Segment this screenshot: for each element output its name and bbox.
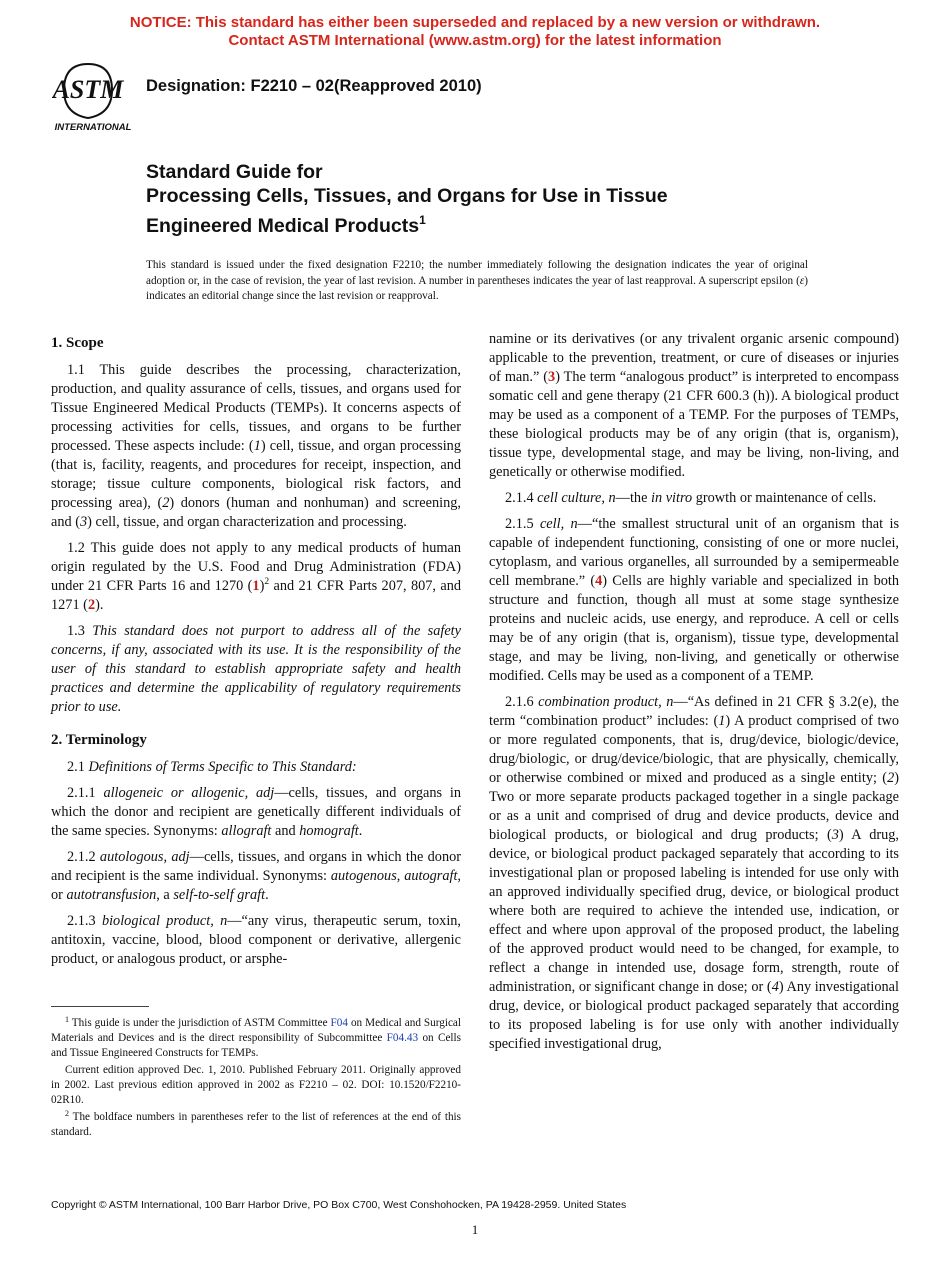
section-2-1-2: 2.1.2 autologous, adj—cells, tissues, and organs in which the donor and recipient is the same individual. Synonyms: autogenous, autograft, or autotransfusion, a self-to-self graft.	[51, 849, 462, 903]
title-line-2: Processing Cells, Tissues, and Organs for Use in Tissue	[146, 185, 668, 207]
title-line-1: Standard Guide for	[146, 161, 323, 183]
notice-line-1: NOTICE: This standard has either been superseded and replaced by a new version or withdrawn.	[129, 14, 821, 31]
astm-logo-mark	[52, 60, 134, 132]
section-1-3: 1.3 This standard does not purport to address all of the safety concerns, if any, associated with its use. It is the responsibility of the user of this standard to establish appropriate safety and health practices and determine the applicability of regulatory requirements prior to use.	[51, 623, 461, 715]
issue-note: This standard is issued under the fixed designation F2210; the number immediately following the designation indicates the year of original adoption or, in the case of revision, the year of last revision. A number in parentheses indicates the year of last reapproval. A superscript epsilon (ε) indicates an editorial change since the last revision or reapproval.	[146, 259, 808, 302]
section-2-1-5: 2.1.5 cell, n—“the smallest structural unit of an organism that is capable of independent functioning, consisting of one or more nuclei, cytoplasm, and various organelles, all surrounded by a semipermeable cell membrane.” (4) Cells are highly variable and specialized in both structure and function, though all must at some stage synthesize proteins and nucleic acids, use energy, and reproduce. A cell or cells may be of any origin (that is, organism), tissue type, developmental stage, and may be living, non-living, and genetically or otherwise modified. Cells may be used as a component of a TEMP.	[489, 516, 900, 684]
edition-note: Current edition approved Dec. 1, 2010. Published February 2011. Originally approved in 2002. Last previous edition approved in 2002 as F2210 – 02. DOI: 10.1520/F2210-02R10.	[51, 1064, 461, 1106]
designation: Designation: F2210 – 02(Reapproved 2010)	[146, 77, 482, 95]
footnotes	[51, 1016, 461, 1142]
terminology-heading: 2. Terminology	[51, 732, 147, 748]
reference-link-2[interactable]: 2	[87, 597, 96, 613]
reference-link-4[interactable]: 4	[595, 573, 603, 589]
right-column	[489, 330, 899, 1061]
footnote-2: $^2$ The boldface numbers in parentheses refer to the list of references at the end of this standard.	[51, 1109, 461, 1138]
title-line-3: Engineered Medical Products$^1$	[146, 213, 426, 237]
copyright-line: Copyright © ASTM International, 100 Barr Harbor Drive, PO Box C700, West Conshohocken, PA 19428-2959. United States	[51, 1199, 627, 1211]
astm-logo	[52, 60, 134, 132]
footnote-mark-2: 2	[264, 577, 270, 587]
section-1-2: 1.2 This guide does not apply to any medical products of human origin regulated by the U.S. Food and Drug Administration (FDA) under 21 CFR Parts 16 and 1270 $(1)^2$ and 21 CFR Parts 207, 807, and 1271 (2).	[51, 540, 461, 613]
footnote-1: $^1$ This guide is under the jurisdiction of ASTM Committee F04 on Medical and Surgical Materials and Devices and is the direct responsibility of Subcommittee F04.43 on Cells and Tissue Engineered Constructs for TEMPs.	[51, 1015, 461, 1059]
section-2-1-4: 2.1.4 cell culture, n—the in vitro growth or maintenance of cells.	[505, 490, 877, 506]
section-2-1-1: 2.1.1 allogeneic or allogenic, adj—cells, tissues, and organs in which the donor and recipient are genetically different individuals of the same species. Synonyms: allograft and homograft.	[51, 785, 461, 839]
document-title	[146, 160, 886, 238]
footnote-divider	[51, 1006, 149, 1007]
logo-text: ASTM	[52, 75, 124, 104]
notice-line-2: Contact ASTM International (www.astm.org) for the latest information	[228, 32, 722, 49]
withdrawal-notice	[0, 14, 950, 50]
logo-subtext: INTERNATIONAL	[54, 122, 132, 132]
reference-link-3[interactable]: 3	[548, 369, 556, 385]
section-2-1: 2.1 Definitions of Terms Specific to This Standard:	[67, 759, 357, 775]
scope-heading: 1. Scope	[51, 335, 104, 351]
left-column	[51, 330, 461, 976]
section-2-1-3-continued: namine or its derivatives (or any trivalent organic arsenic compound) applicable to the prevention, treatment, or cure of diseases or injuries of man.” (3) The term “analogous product” is interpreted to encompass somatic cell and gene therapy (21 CFR 600.3 (h)). A biological product may be used as a component of a TEMP. For the purposes of TEMPs, these biological products may be of any origin (that is, organism), tissue type, developmental stage, and may be living, non-living, and genetically or otherwise modified.	[489, 331, 900, 480]
section-1-1: 1.1 This guide describes the processing, characterization, production, and quality assurance of cells, tissues, and organs used for Tissue Engineered Medical Products (TEMPs). It concerns aspects of processing activities for cells, tissues, and organs to be further processed. These aspects include: (1) cell, tissue, and organ processing (that is, facility, reagents, and procedures for receipt, inspection, and storage; tissue culture components, biological risk factors, and processing area), (2) donors (human and nonhuman) and screening, and (3) cell, tissue, and organ characterization and processing.	[51, 362, 461, 530]
committee-link-f04[interactable]: F04	[330, 1017, 348, 1029]
page-number: 1	[471, 1222, 479, 1237]
subcommittee-link-f04-43[interactable]: F04.43	[386, 1032, 419, 1044]
title-footnote-mark: 1	[419, 213, 426, 227]
section-2-1-3: 2.1.3 biological product, n—“any virus, therapeutic serum, toxin, antitoxin, vaccine, blood, blood component or derivative, allergenic product, or analogous product, or arsphe-	[51, 913, 462, 967]
section-2-1-6: 2.1.6 combination product, n—“As defined in 21 CFR § 3.2(e), the term “combination product” includes: (1) A product comprised of two or more regulated components, that is, drug/device, biologic/device, drug/biologic, or drug/device/biologic, that are physically, chemically, or otherwise combined or mixed and produced as a single entity; (2) Two or more separate products packaged together in a single package or as a unit and comprised of drug and device products, device and biological products, or biological and drug products; (3) A drug, device, or biological product packaged separately that according to its investigational plan or proposed labeling is intended for use only with an approved individually specified drug, device, or biological product where both are required to achieve the intended use, indication, or effect and where upon approval of the proposed product, the labeling of the approved product would need to be changed, for example, to reflect a change in intended use, dosage form, strength, route of administration, or significant change in dose; or (4) Any investigational drug, device, or biological product packaged separately that according to its proposed labeling is for use only with another individually specified investigational drug,	[489, 694, 900, 1052]
reference-link-1[interactable]: 1	[252, 578, 260, 594]
